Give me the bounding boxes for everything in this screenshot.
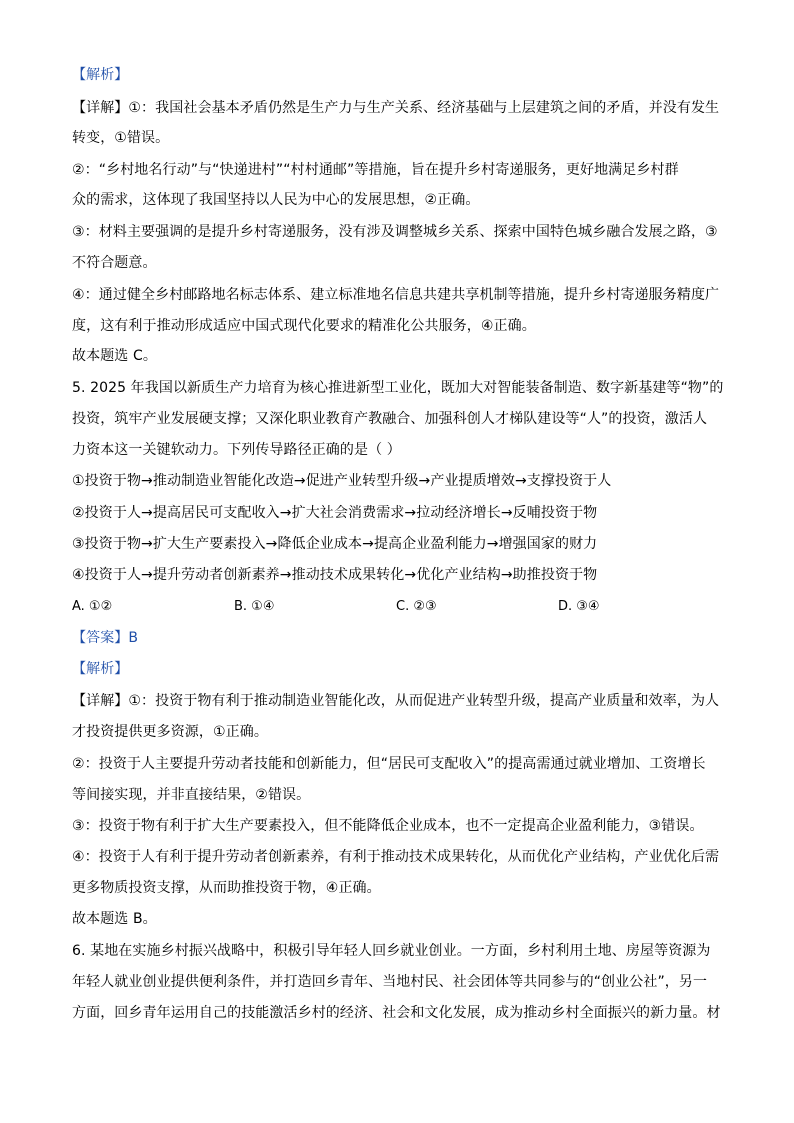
q4-detail-line: 转变，①错误。 [72, 130, 170, 146]
q4-detail-line: ④：通过健全乡村邮路地名标志体系、建立标准地名信息共建共享机制等措施，提升乡村寄递服务精度广 [72, 287, 720, 303]
q5-option-c: C. ②③ [396, 599, 437, 614]
q4-detail-line: ③：材料主要强调的是提升乡村寄递服务，没有涉及调整城乡关系、探索中国特色城乡融合发展之路，③ [72, 224, 718, 240]
q4-detail-line: ②：“乡村地名行动”与“快递进村”“村村通邮”等措施，旨在提升乡村寄递服务，更好地满足乡村群 [72, 162, 679, 178]
q6-stem-line: 6. 某地在实施乡村振兴战略中，积极引导年轻人回乡就业创业。一方面，乡村利用土地、房屋等资源为 [72, 943, 711, 959]
q5-path-item: ③投资于物→扩大生产要素投入→降低企业成本→提高企业盈利能力→增强国家的财力 [72, 536, 598, 552]
q5-stem-line: 5. 2025 年我国以新质生产力培育为核心推进新型工业化，既加大对智能装备制造、数字新基建等“物”的 [72, 380, 724, 396]
q5-option-a: A. ①② [72, 599, 113, 614]
q6-stem-line: 年轻人就业创业提供便利条件，并打造回乡青年、当地村民、社会团体等共同参与的“创业公社”，另一 [72, 974, 708, 990]
q4-detail-line: 度，这有利于推动形成适应中国式现代化要求的精准化公共服务，④正确。 [72, 318, 536, 334]
q5-detail-line: 【详解】①：投资于物有利于推动制造业智能化改，从而促进产业转型升级，提高产业质量和效率，为人 [72, 693, 720, 709]
q5-detail-line: ②：投资于人主要提升劳动者技能和创新能力，但“居民可支配收入”的提高需通过就业增加、工资增长 [72, 756, 706, 772]
q5-detail-line: ③：投资于物有利于扩大生产要素投入，但不能降低企业成本，也不一定提高企业盈利能力，③错误。 [72, 818, 704, 834]
q5-path-item: ②投资于人→提高居民可支配收入→扩大社会消费需求→拉动经济增长→反哺投资于物 [72, 505, 598, 521]
q4-conclusion: 故本题选 C。 [72, 348, 157, 364]
q5-path-item: ①投资于物→推动制造业智能化改造→促进产业转型升级→产业提质增效→支撑投资于人 [72, 473, 612, 489]
q4-detail-line: 众的需求，这体现了我国坚持以人民为中心的发展思想，②正确。 [72, 192, 480, 208]
q5-option-b: B. ①④ [234, 599, 275, 614]
q5-detail-line: 更多物质投资支撑，从而助推投资于物，④正确。 [72, 880, 381, 896]
q5-option-d: D. ③④ [558, 599, 600, 614]
q5-detail-line: 才投资提供更多资源，①正确。 [72, 724, 268, 740]
q5-detail-line: ④：投资于人有利于提升劳动者创新素养，有利于推动技术成果转化，从而优化产业结构，产业优化后需 [72, 849, 720, 865]
q5-conclusion: 故本题选 B。 [72, 911, 157, 927]
q5-stem-line: 力资本这一关键软动力。下列传导路径正确的是（ ） [72, 442, 401, 458]
q5-jiexi-heading: 【解析】 [72, 661, 129, 677]
q6-stem-line: 方面，回乡青年运用自己的技能激活乡村的经济、社会和文化发展，成为推动乡村全面振兴的新力量。材 [72, 1005, 721, 1021]
q4-jiexi-heading: 【解析】 [72, 67, 129, 83]
q5-detail-line: 等间接实现，并非直接结果，②错误。 [72, 787, 311, 803]
q5-stem-line: 投资，筑牢产业发展硬支撑；又深化职业教育产教融合、加强科创人才梯队建设等“人”的投资，激活人 [72, 411, 708, 427]
q5-path-item: ④投资于人→提升劳动者创新素养→推动技术成果转化→优化产业结构→助推投资于物 [72, 567, 598, 583]
q4-detail-line: 【详解】①：我国社会基本矛盾仍然是生产力与生产关系、经济基础与上层建筑之间的矛盾，并没有发生 [72, 100, 720, 116]
q5-answer: 【答案】B [72, 630, 139, 646]
q4-detail-line: 不符合题意。 [72, 255, 157, 271]
